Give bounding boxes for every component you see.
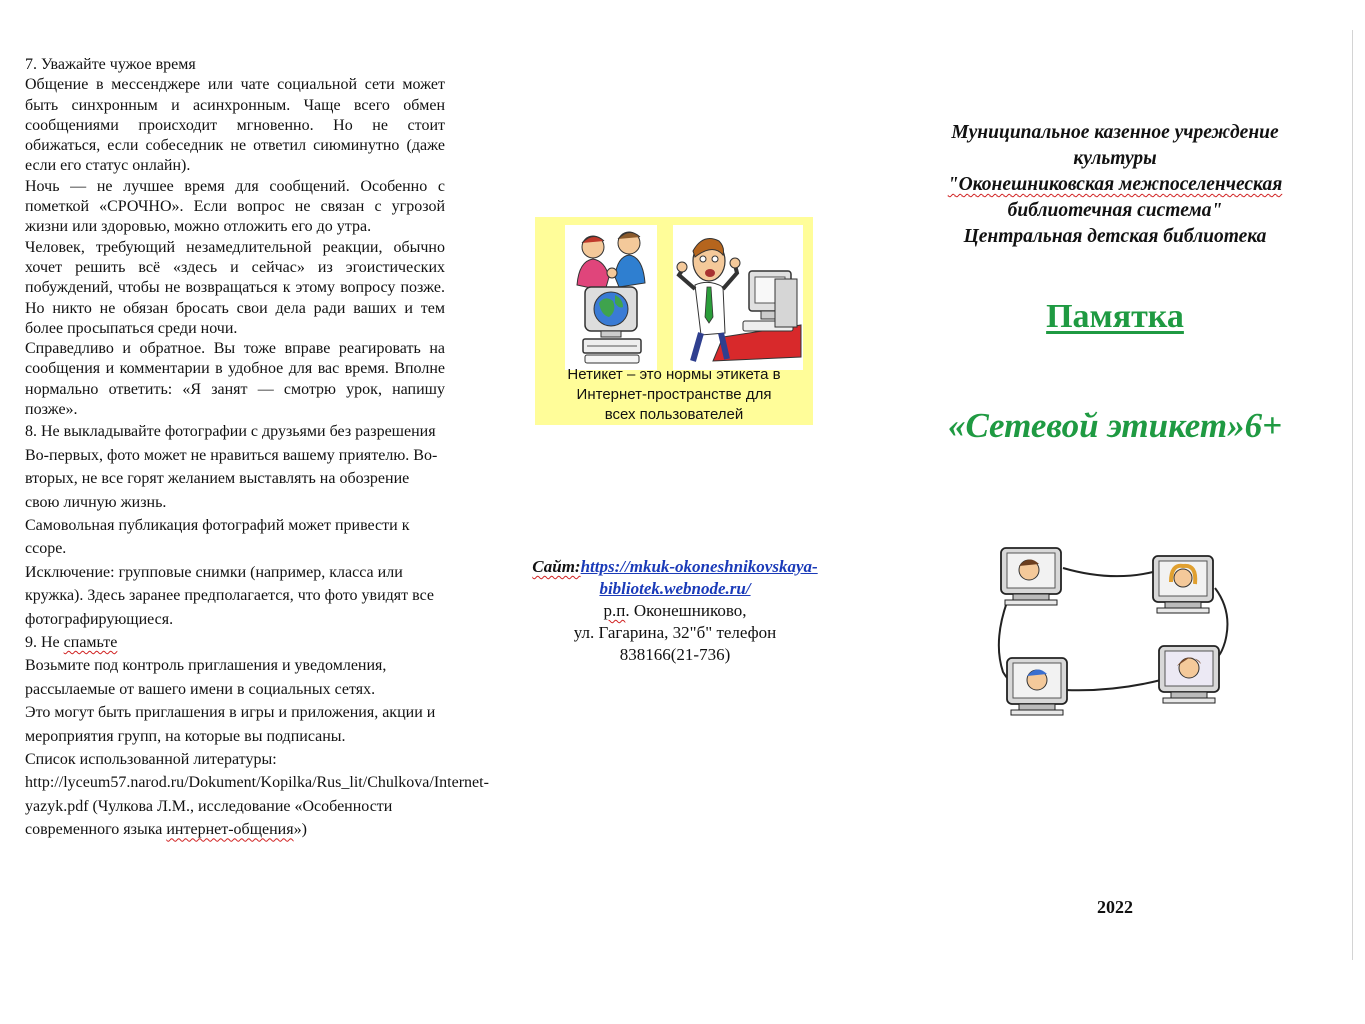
- section9-paragraph-1: Возьмите под контроль приглашения и уведомления, рассылаемые от вашего имени в социальных сетях.: [25, 657, 387, 698]
- section7-paragraph-1: Общение в мессенджере или чате социальной сети может быть синхронным и асинхронным. Чаще всего обмен сообщениями происходит мгновенно. Но не стоит обижаться, если собеседник не ответил сиюминутно (даже если его статус онлайн).: [25, 76, 445, 175]
- organization-name: Муниципальное казенное учреждение культуры "Оконешниковская межпоселенческая библиотечная система" Центральная детская библиотека: [947, 122, 1283, 247]
- section8-paragraph-2: Самовольная публикация фотографий может привести к ссоре.: [25, 516, 410, 558]
- spellcheck-word: спамьте: [63, 634, 118, 651]
- section8-paragraph-1: Во-первых, фото может не нравиться вашему приятелю. Во-вторых, не все горят желанием выставлять на обозрение свою личную жизнь.: [25, 446, 438, 511]
- people-handshake-over-globe-icon: [565, 225, 657, 370]
- site-link[interactable]: https://mkuk-okoneshnikovskaya-: [580, 557, 818, 576]
- computer-4: [1159, 646, 1219, 703]
- netiquette-illustration: [535, 217, 813, 425]
- address-line-1: р.п. Оконешниково,: [603, 601, 747, 620]
- references-text: http://lyceum57.narod.ru/Dokument/Kopilka/Rus_lit/Chulkova/Internet-yazyk.pdf (Чулкова Л.М., исследование «Особенности современного языка интернет-общения»): [25, 774, 489, 839]
- spellcheck-word: интернет-общения: [166, 821, 294, 839]
- section8-paragraph-3: Исключение: групповые снимки (например, класса или кружка). Здесь заранее предполагается, что фото увидят все фотографирующиеся.: [25, 563, 434, 628]
- section9-heading: 9. Не спамьте: [25, 634, 118, 651]
- computer-1: [1001, 548, 1061, 605]
- page-edge-line: [1352, 30, 1353, 960]
- section7-heading: 7. Уважайте чужое время: [25, 56, 196, 73]
- references-heading: Список использованной литературы:: [25, 751, 277, 769]
- section7-paragraph-2: Ночь — не лучшее время для сообщений. Особенно с пометкой «СРОЧНО». Если вопрос не связан с угрозой жизни или здоровью, можно отложить его до утра.: [25, 177, 445, 236]
- address-line-2: ул. Гагарина, 32"б" телефон: [573, 623, 777, 642]
- event-title: «Сетевой этикет»6+: [947, 406, 1283, 445]
- computer-3: [1007, 658, 1067, 715]
- site-line: [490, 556, 860, 578]
- computer-network-icon: [993, 542, 1235, 722]
- section9-paragraph-2: Это могут быть приглашения в игры и приложения, акции и мероприятия групп, на которые вы подписаны.: [25, 704, 436, 745]
- section7-paragraph-3: Человек, требующий незамедлительной реакции, обычно хочет решить всё «здесь и сейчас» из эгоистических побуждений, чтобы не возвращаться к этому вопросу позже. Но никто не обязан бросать свои дела ради ваших и тем более просыпаться среди ночи.: [25, 238, 445, 337]
- section8-heading: 8. Не выкладывайте фотографии с друзьями без разрешения: [25, 423, 436, 441]
- site-label: Сайт:: [532, 557, 581, 576]
- site-link-continued[interactable]: bibliotek.webnode.ru/: [599, 579, 751, 598]
- computer-2: [1153, 556, 1213, 613]
- memo-title: Памятка: [1046, 298, 1184, 335]
- contacts-block: [490, 556, 860, 666]
- netiquette-caption: Нетикет – это нормы этикета в Интернет-пространстве для всех пользователей: [567, 366, 781, 423]
- section7-paragraph-4: Справедливо и обратное. Вы тоже вправе реагировать на сообщения и комментарии в удобное для вас время. Вполне нормально ответить: «Я занят — смотрю урок, напишу позже».: [25, 340, 445, 419]
- year: 2022: [1097, 897, 1133, 917]
- left-column: [25, 55, 489, 842]
- phone-line: 838166(21-736): [619, 645, 731, 664]
- excited-man-at-computer-icon: [673, 225, 803, 370]
